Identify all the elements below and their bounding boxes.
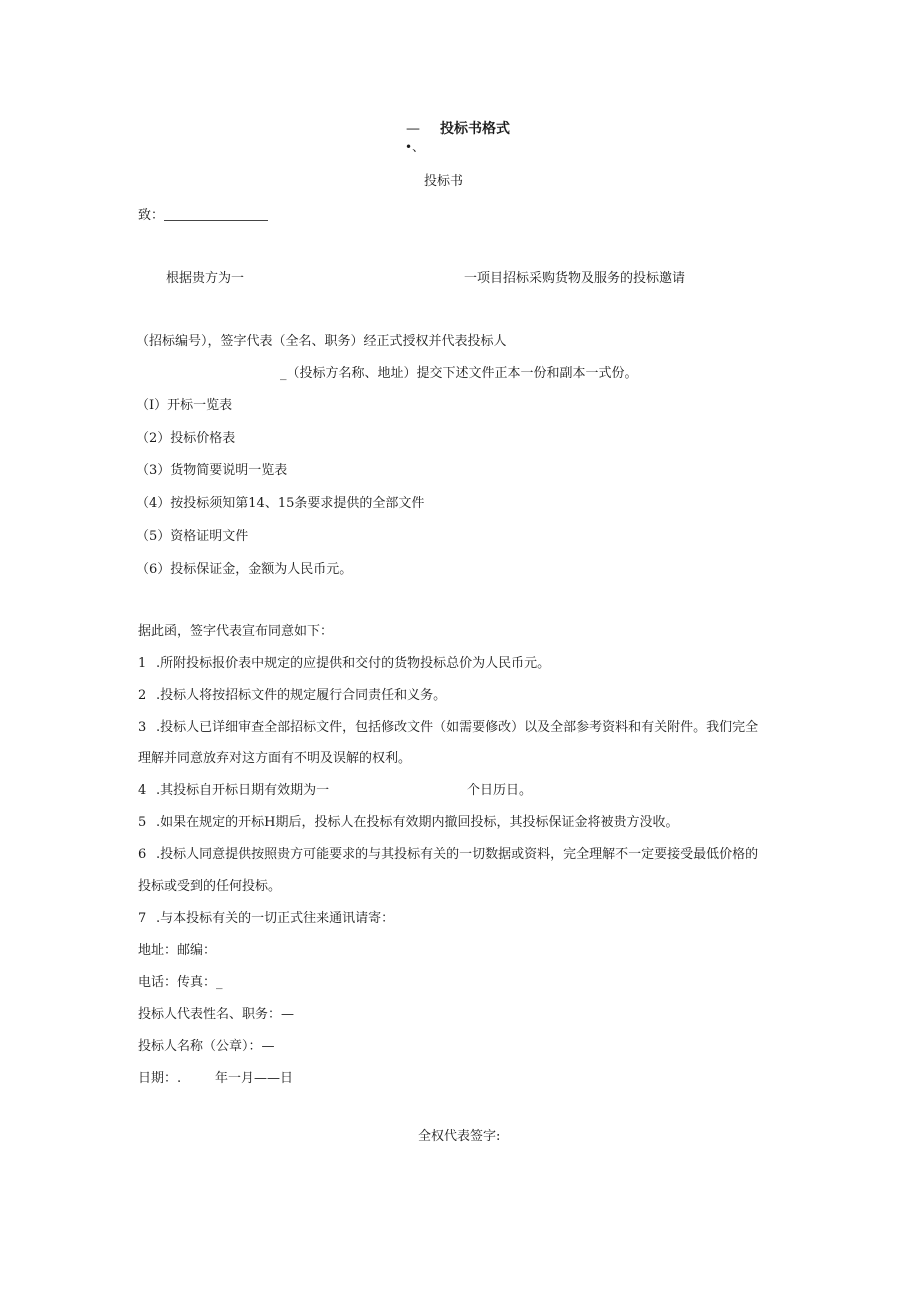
intro-part1: 根据贵方为一 [166,271,245,286]
clause-4-num: 4 [138,783,147,798]
clause-6-continued: 投标或受到的任何投标。 [138,879,282,894]
contact-bidder-name: 投标人名称（公章）：— [138,1039,275,1054]
clause-1-text: .所附投标报价表中规定的应提供和交付的货物投标总价为人民币元。 [156,656,551,671]
contact-address: 地址：邮编： [138,943,217,958]
clause-7-num: 7 [138,911,147,926]
clause-4-tail: 个日历日。 [467,783,533,798]
intro-part4: _（投标方名称、地址）提交下述文件正本一份和副本一式份。 [280,366,638,381]
date-value: 年一月——日 [215,1071,294,1086]
document-item-6: （6）投标保证金，金额为人民币元。 [136,562,353,577]
section-marker: •、 [405,140,425,154]
addressee-blank [164,220,268,221]
clause-5-text: .如果在规定的开标H期后，投标人在投标有效期内撤回投标，其投标保证金将被贵方没收。 [156,815,679,830]
intro-part2: 一项目招标采购货物及服务的投标邀请 [464,271,686,286]
document-item-4: （4）按投标须知第14、15条要求提供的全部文件 [136,496,425,511]
clause-2-num: 2 [138,688,147,703]
clause-7-text: .与本投标有关的一切正式往来通讯请寄： [156,911,395,926]
section-dash: — [406,121,420,137]
clause-1-num: 1 [138,656,147,671]
document-item-2: （2）投标价格表 [136,431,236,446]
document-item-5: （5）资格证明文件 [136,529,249,544]
clause-5-num: 5 [138,815,147,830]
document-title: 投标书 [424,174,464,189]
date-label: 日期：. [138,1071,182,1086]
clause-6-text: .投标人同意提供按照贵方可能要求的与其投标有关的一切数据或资料，完全理解不一定要接受最低价格的 [156,847,759,862]
addressee-label: 致： [138,208,165,223]
clause-2-text: .投标人将按招标文件的规定履行合同责任和义务。 [156,688,447,703]
clause-4-text: .其投标自开标日期有效期为一 [156,783,330,798]
intro-part3: （招标编号），签字代表（全名、职务）经正式授权并代表投标人 [136,334,507,349]
signature-label: 全权代表签字: [418,1129,501,1144]
clause-3-text: .投标人已详细审查全部招标文件，包括修改文件（如需要修改）以及全部参考资料和有关附件。我们完全 [156,720,759,735]
contact-representative: 投标人代表性名、职务：— [138,1007,295,1022]
clause-6-num: 6 [138,847,147,862]
document-item-1: （I）开标一览表 [136,398,233,413]
declaration: 据此函，签字代表宣布同意如下： [138,624,334,639]
section-title: 投标书格式 [440,121,510,137]
clause-3-num: 3 [138,720,147,735]
clause-3-continued: 理解并同意放弃对这方面有不明及误解的权利。 [138,751,412,766]
contact-phone: 电话：传真：_ [138,975,223,990]
document-item-3: （3）货物简要说明一览表 [136,463,288,478]
